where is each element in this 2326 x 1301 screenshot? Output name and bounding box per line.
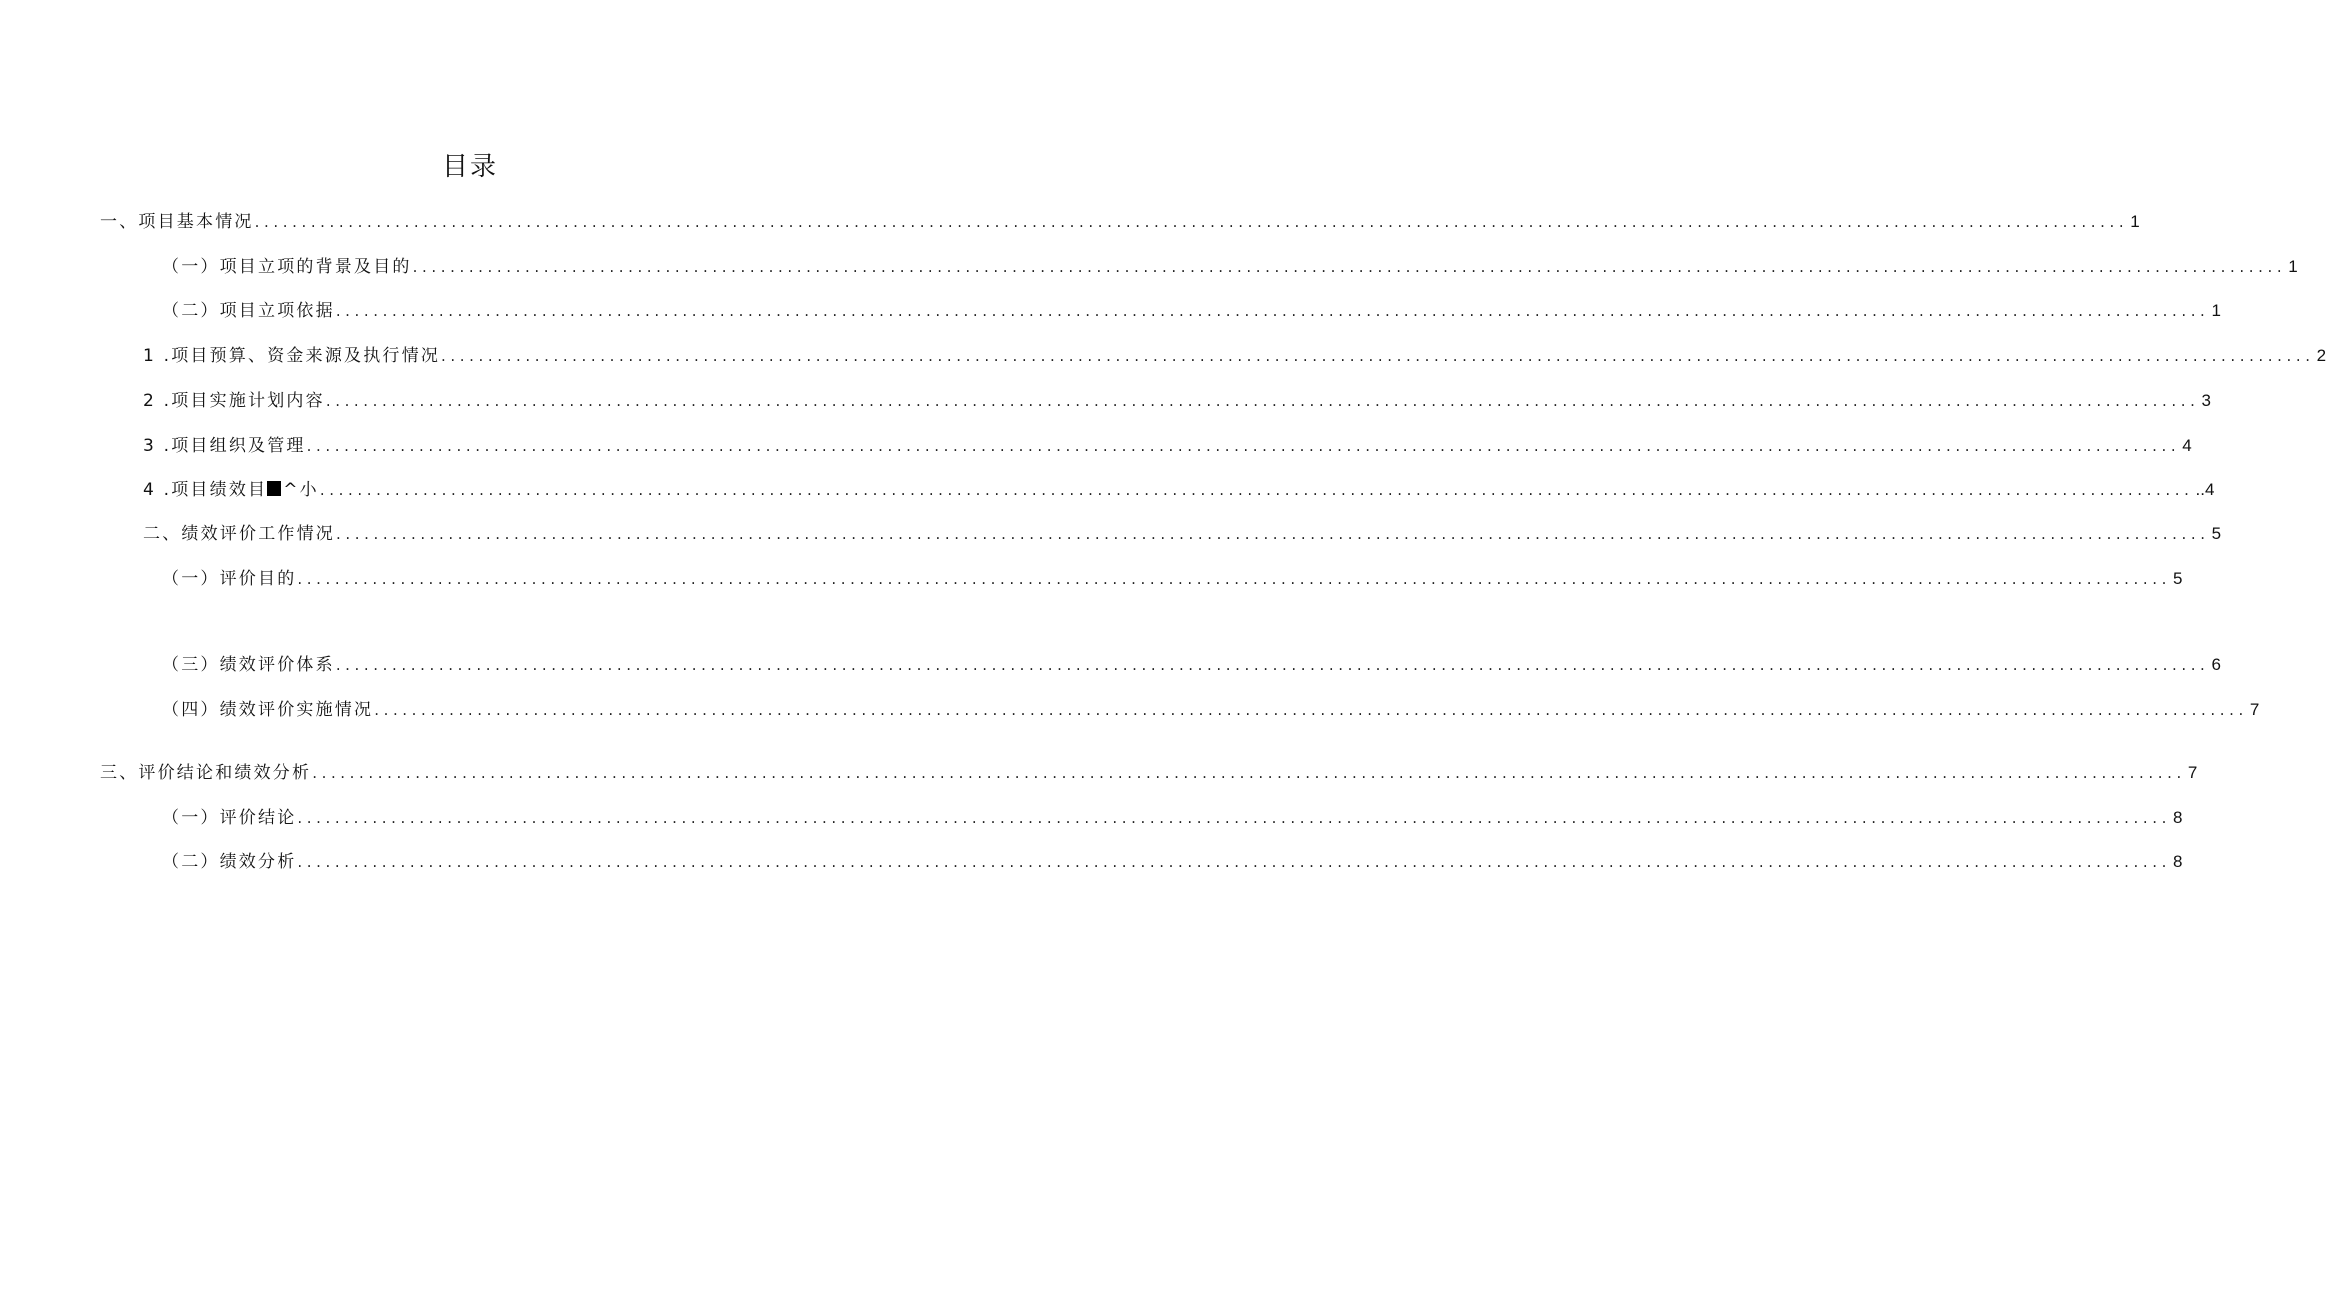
toc-entry[interactable] (162, 566, 2183, 592)
toc-entry[interactable] (143, 521, 2222, 547)
toc-entry-text: （一）评价结论 (162, 808, 297, 828)
dot-leader: ........................................................................................................................................................................................................ (297, 853, 2172, 871)
toc-page-number: 1 (2288, 257, 2298, 276)
toc-page-number: 7 (2249, 700, 2260, 719)
toc-title: 目录 (441, 152, 498, 182)
toc-entry-text: （一）项目立项的背景及目的 (162, 257, 412, 277)
toc-entry[interactable] (162, 298, 2221, 324)
toc-entry[interactable] (162, 254, 2298, 280)
toc-page-number: 2 (2316, 346, 2326, 365)
toc-entry-text (143, 477, 319, 503)
toc-entry[interactable] (143, 388, 2211, 414)
toc-entry[interactable] (143, 343, 2326, 369)
toc-entry-text: （二）绩效分析 (162, 852, 297, 872)
toc-page-number: 5 (2173, 569, 2183, 588)
toc-entry-text: 3 .项目组织及管理 (143, 436, 306, 456)
toc-entry-text-suffix: ^小 (283, 480, 319, 500)
dot-leader: ........................................................................................................................................................................................................ (441, 347, 2315, 365)
toc-entry[interactable] (162, 697, 2260, 723)
dot-leader: ........................................................................................................................................................................................................ (254, 213, 2129, 231)
toc-entry[interactable] (162, 849, 2183, 875)
toc-entry-text: （二）项目立项依据 (162, 301, 335, 321)
dot-leader: ........................................................................................................................................................................................................ (312, 764, 2186, 782)
dot-leader: ........................................................................................................................................................................................................ (297, 570, 2172, 588)
toc-entry-text: 一、项目基本情况 (100, 212, 254, 232)
dot-leader: ........................................................................................................................................................................................................ (325, 392, 2200, 410)
toc-entry[interactable] (162, 805, 2183, 831)
toc-page-number: 1 (2211, 301, 2221, 320)
toc-entry[interactable] (100, 760, 2198, 786)
toc-entry-text: （四）绩效评价实施情况 (162, 700, 374, 720)
toc-entry-text-prefix: 4 .项目绩效目 (143, 480, 268, 500)
dot-leader: ........................................................................................................................................................................................................ (374, 701, 2248, 719)
dot-leader: ........................................................................................................................................................................................................ (335, 656, 2210, 674)
toc-entry-text: （三）绩效评价体系 (162, 655, 335, 675)
toc-entry-text: 2 .项目实施计划内容 (143, 391, 325, 411)
toc-page-number: 3 (2201, 391, 2211, 410)
toc-page-number: ..4 (2195, 480, 2215, 499)
dot-leader: ........................................................................................................................................................................................................ (319, 481, 2194, 499)
toc-page-number: 5 (2211, 524, 2222, 543)
dot-leader: ........................................................................................................................................................................................................ (335, 302, 2210, 320)
toc-entry[interactable] (100, 209, 2140, 235)
toc-entry-text: （一）评价目的 (162, 569, 297, 589)
toc-page-number: 8 (2173, 852, 2183, 871)
toc-page-number: 1 (2130, 212, 2140, 231)
dot-leader: ........................................................................................................................................................................................................ (297, 809, 2172, 827)
toc-entry[interactable] (143, 477, 2215, 503)
toc-entry[interactable] (162, 652, 2221, 678)
toc-page-number: 6 (2211, 655, 2221, 674)
toc-entry[interactable] (143, 433, 2192, 459)
dot-leader: ........................................................................................................................................................................................................ (306, 437, 2181, 455)
toc-entry-text: 三、评价结论和绩效分析 (100, 763, 312, 783)
toc-entry-text: 1 .项目预算、资金来源及执行情况 (143, 346, 441, 366)
toc-entry-text: 二、绩效评价工作情况 (143, 524, 335, 544)
toc-page-number: 8 (2173, 808, 2183, 827)
black-box-glyph (267, 481, 281, 496)
dot-leader: ........................................................................................................................................................................................................ (336, 525, 2210, 543)
toc-page-number: 4 (2182, 436, 2192, 455)
dot-leader: ........................................................................................................................................................................................................ (412, 258, 2287, 276)
toc-page-number: 7 (2187, 763, 2198, 782)
